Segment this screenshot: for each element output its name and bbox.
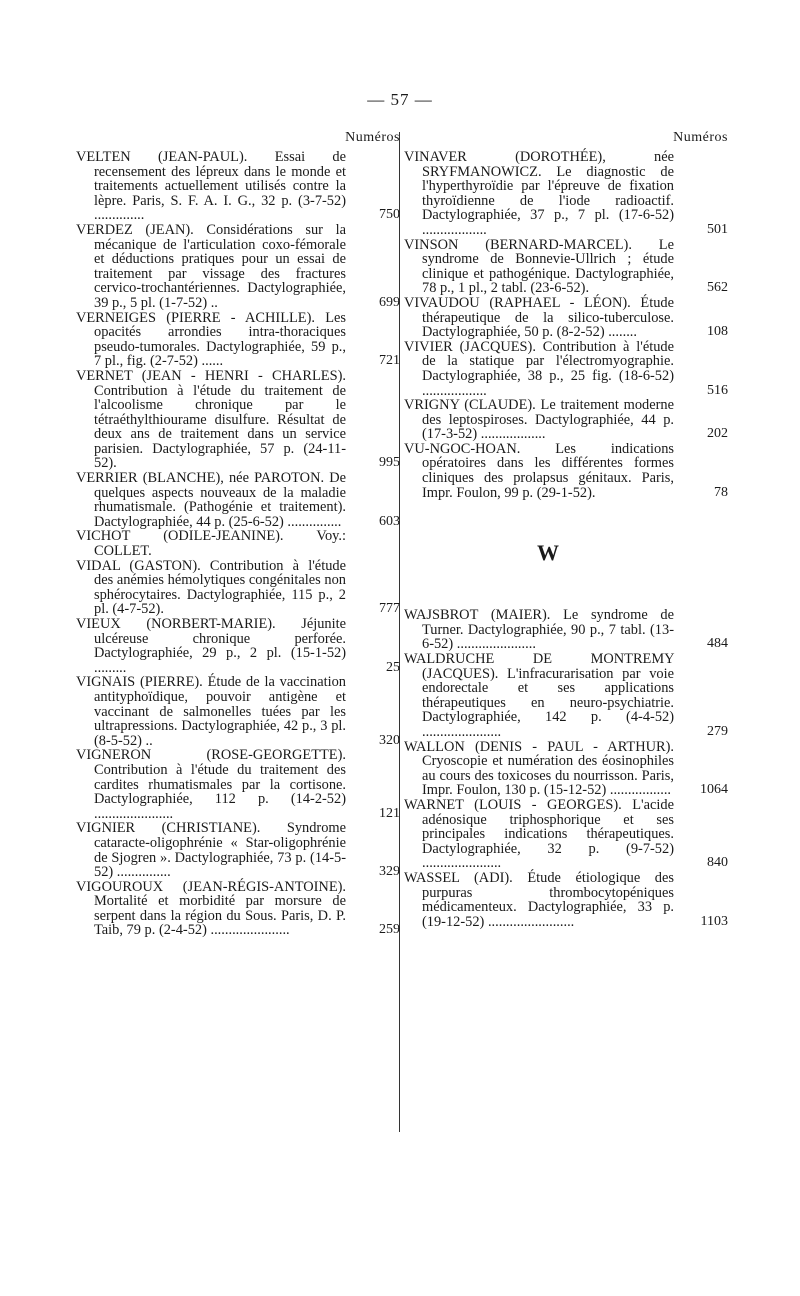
- entry-text: [404, 652, 674, 740]
- author-surname: VIGOUROUX: [76, 878, 164, 895]
- author-given-names: (PIERRE).: [140, 674, 203, 691]
- entry-title: Contribution à l'étude de la statique par l'électromyographie. Dactylographiée, 38 p., 25 fig. (18-6-52) ..................: [422, 338, 674, 399]
- entry-text: [404, 871, 674, 929]
- entry-text: [76, 311, 346, 369]
- author-surname: VERDEZ: [76, 221, 133, 238]
- column-heading: Numéros: [345, 130, 400, 145]
- left-column: [76, 130, 404, 938]
- entry-text: [404, 442, 674, 500]
- author-surname: VIGNERON: [76, 747, 152, 764]
- entry-text: [404, 608, 674, 652]
- entry-text: [76, 529, 346, 558]
- bibliography-entry: [76, 223, 404, 311]
- entry-list: [404, 608, 732, 929]
- entry-number: 121: [379, 805, 400, 821]
- entry-number: 25: [386, 659, 400, 675]
- entry-number: 603: [379, 513, 400, 529]
- author-surname: VIGNAIS: [76, 674, 136, 691]
- entry-text: [76, 617, 346, 675]
- bibliography-entry: [404, 798, 732, 871]
- author-given-names: (DOROTHÉE),: [515, 149, 606, 165]
- entry-title: Considérations sur la mécanique de l'articulation coxo-fémorale et déductions pratiques pour un essai de traitement par vissage des fractures cervico-trochantériennes. Dactylographiée, 39 p., 5 pl. (1-7-52) ..: [94, 221, 346, 311]
- entry-number: 562: [707, 280, 728, 296]
- author-surname: VIDAL: [76, 557, 121, 574]
- bibliography-entry: [404, 608, 732, 652]
- entry-text: [404, 296, 674, 340]
- bibliography-entry: [76, 617, 404, 675]
- entry-title: Contribution à l'étude des anémies hémolytiques congénitales non sphérocytaires. Dactylographiée, 115 p., 2 pl. (4-7-52).: [94, 557, 346, 618]
- entry-text: [404, 740, 674, 798]
- entry-number: 721: [379, 353, 400, 369]
- author-surname: VERNET: [76, 367, 133, 384]
- author-given-names: (BLANCHE),: [142, 470, 224, 487]
- bibliography-entry: [76, 559, 404, 617]
- author-surname: WAJSBROT: [404, 607, 479, 624]
- entry-text: [76, 880, 346, 938]
- column-heading: Numéros: [673, 130, 728, 145]
- author-given-names: (LOUIS - GEORGES).: [474, 796, 622, 813]
- author-surname: VERNEIGES: [76, 309, 156, 326]
- author-given-names: (CHRISTIANE).: [161, 820, 261, 837]
- entry-list: [404, 150, 732, 500]
- bibliography-entry: [76, 675, 404, 748]
- entry-text: [76, 223, 346, 311]
- author-surname: VIVIER: [404, 338, 453, 355]
- author-surname: VERRIER: [76, 470, 138, 487]
- entry-number: 202: [707, 426, 728, 442]
- entry-number: 750: [379, 207, 400, 223]
- author-given-names: (MAIER).: [490, 607, 551, 624]
- author-given-names: (NORBERT-MARIE).: [146, 616, 276, 632]
- page-number: — 57 —: [367, 90, 433, 109]
- bibliography-entry: [404, 740, 732, 798]
- entry-text: [76, 748, 346, 821]
- author-given-names: (JEAN - HENRI - CHARLES).: [141, 367, 346, 384]
- entry-title: née SRYFMANOWICZ. Le diagnostic de l'hyperthyroïdie par l'épreuve de fixation thyroïdienne de l'iode radioactif. Dactylographiée, 37 p., 7 pl. (17-6-52) ..................: [422, 149, 674, 238]
- section-letter: W: [537, 540, 559, 566]
- bibliography-entry: [404, 398, 732, 442]
- author-given-names: (DENIS - PAUL - ARTHUR).: [474, 738, 674, 755]
- entry-number: 501: [707, 221, 728, 237]
- entry-number: 1103: [700, 913, 728, 929]
- author-given-names: (ODILE-JEANINE).: [163, 528, 284, 545]
- bibliography-entry: [76, 748, 404, 821]
- author-given-names: (CLAUDE).: [464, 397, 536, 414]
- entry-text: [404, 340, 674, 398]
- author-given-names: (JACQUES).: [459, 338, 536, 355]
- entry-title: Le syndrome de Turner. Dactylographiée, 90 p., 7 tabl. (13-6-52) ......................: [422, 607, 674, 653]
- entry-number: 995: [379, 455, 400, 471]
- entry-title: Les opacités arrondies intra-thoraciques pseudo-tumorales. Dactylographiée, 59 p., 7 pl., fig. (2-7-52) ......: [94, 309, 346, 370]
- entry-list: [76, 150, 404, 938]
- author-surname: VELTEN: [76, 149, 131, 165]
- author-given-names: (JACQUES).: [422, 665, 499, 682]
- author-surname: VIVAUDOU: [404, 294, 480, 311]
- entry-text: [76, 369, 346, 471]
- entry-text: [404, 238, 674, 296]
- author-surname: VRIGNY: [404, 397, 460, 414]
- author-given-names: (JEAN-PAUL).: [157, 149, 248, 165]
- bibliography-entry: [76, 311, 404, 369]
- entry-number: 279: [707, 724, 728, 739]
- entry-text: [404, 398, 674, 442]
- bibliography-entry: [76, 471, 404, 529]
- author-surname: WASSEL: [404, 869, 460, 886]
- bibliography-entry: [76, 880, 404, 938]
- entry-text: [76, 675, 346, 748]
- author-surname: WALLON: [404, 738, 465, 755]
- bibliography-entry: [76, 529, 404, 558]
- bibliography-entry: [404, 296, 732, 340]
- entry-number: 329: [379, 864, 400, 880]
- entry-title: Contribution à l'étude du traitement de l'alcoolisme chronique par le tétraéthylthiourame disulfure. Résultat de deux ans de traitement dans un service parisien. Dactylographiée, 57 p. (24-11-52).: [94, 382, 346, 472]
- entry-title: Cryoscopie et numération des éosinophiles au cours des toxicoses du nourrisson. Paris, Impr. Foulon, 130 p. (15-12-52) .................: [422, 753, 674, 799]
- entry-text: [404, 150, 674, 238]
- entry-text: [76, 821, 346, 879]
- author-given-names: (PIERRE - ACHILLE).: [166, 309, 315, 326]
- entry-text: [76, 150, 346, 223]
- entry-number: 699: [379, 294, 400, 310]
- author-surname: WALDRUCHE DE MONTREMY: [404, 651, 674, 668]
- entry-title: Les indications opératoires dans les différentes formes cliniques des prolapsus génitaux. Paris, Impr. Foulon, 99 p. (29-1-52).: [422, 440, 674, 501]
- entry-number: 484: [707, 636, 728, 652]
- entry-number: 840: [707, 855, 728, 871]
- bibliography-entry: [404, 340, 732, 398]
- author-surname: VIEUX: [76, 616, 121, 632]
- entry-text: [404, 798, 674, 871]
- bibliography-entry: [404, 652, 732, 740]
- entry-text: [76, 471, 346, 529]
- bibliography-entry: [404, 238, 732, 296]
- author-surname: VU-NGOC-HOAN.: [404, 440, 521, 457]
- entry-number: 78: [714, 484, 728, 500]
- entry-number: 320: [379, 732, 400, 748]
- author-given-names: (ROSE-GEORGETTE).: [206, 747, 346, 764]
- entry-title: Contribution à l'étude du traitement des cardites rhumatismales par la cortisone. Dactylographiée, 112 p. (14-2-52) ......................: [94, 761, 346, 822]
- entry-number: 1064: [700, 782, 728, 798]
- entry-title: Étude de la vaccination antityphoïdique, pouvoir antigène et vaccinant de salmonelles tuées par les ultrapressions. Dactylographiée, 42 p., 3 pl. (8-5-52) ..: [94, 674, 346, 749]
- bibliography-entry: [404, 871, 732, 929]
- entry-title: L'acide adénosique triphosphorique et ses principales indications thérapeutiques. Dactylographiée, 32 p. (9-7-52) ......................: [422, 796, 674, 872]
- author-given-names: (BERNARD-MARCEL).: [485, 236, 632, 253]
- entry-title: Voy.: COLLET.: [94, 528, 346, 560]
- entry-number: 777: [379, 601, 400, 617]
- entry-title: L'infracurarisation par voie endorectale et ses applications thérapeutiques en neuro-psychiatrie. Dactylographiée, 142 p. (4-4-52) ......................: [422, 665, 674, 740]
- entry-title: Syndrome cataracte-oligophrénie « Star-oligophrénie de Sjogren ». Dactylographiée, 73 p. (14-5-52) ...............: [94, 820, 346, 881]
- entry-text: [76, 559, 346, 617]
- author-surname: WARNET: [404, 796, 464, 813]
- entry-title: Le syndrome de Bonnevie-Ullrich ; étude clinique et pathogénique. Dactylographiée, 78 p., 1 pl., 2 tabl. (23-6-52).: [422, 236, 674, 297]
- entry-title: née PAROTON. De quelques aspects nouveaux de la maladie rhumatismale. (Pathogénie et traitement). Dactylographiée, 44 p. (25-6-52) ...............: [94, 470, 346, 530]
- author-given-names: (ADI).: [474, 869, 513, 886]
- author-given-names: (JEAN-RÉGIS-ANTOINE).: [182, 878, 346, 895]
- entry-title: Mortalité et morbidité par morsure de serpent dans la région du Sous. Paris, D. P. Taib, 79 p. (2-4-52) ......................: [94, 893, 346, 939]
- author-given-names: (JEAN).: [145, 221, 194, 238]
- entry-number: 108: [707, 324, 728, 340]
- author-surname: VIGNIER: [76, 820, 136, 837]
- author-surname: VICHOT: [76, 528, 131, 545]
- bibliography-entry: [76, 150, 404, 223]
- entry-number: 516: [707, 382, 728, 398]
- bibliography-entry: [76, 821, 404, 879]
- entry-title: Le traitement moderne des leptospiroses. Dactylographiée, 44 p. (17-3-52) ..................: [422, 397, 674, 443]
- bibliography-entry: [404, 442, 732, 500]
- bibliography-entry: [76, 369, 404, 471]
- right-column: [404, 130, 732, 929]
- author-given-names: (GASTON).: [129, 557, 201, 574]
- author-surname: VINSON: [404, 236, 459, 253]
- entry-title: Étude thérapeutique de la silico-tuberculose. Dactylographiée, 50 p. (8-2-52) ........: [422, 294, 674, 341]
- entry-title: Essai de recensement des lépreux dans le monde et traitements actuellement utilisés contre la lèpre. Paris, S. F. A. I. G., 32 p. (3-7-52) ..............: [94, 149, 346, 224]
- author-surname: VINAVER: [404, 149, 467, 165]
- entry-title: Jéjunite ulcéreuse chronique perforée. Dactylographiée, 29 p., 2 pl. (15-1-52) .........: [94, 616, 346, 676]
- bibliography-entry: [404, 150, 732, 238]
- entry-title: Étude étiologique des purpuras thrombocytopéniques médicamenteux. Dactylographiée, 33 p. (19-12-52) ........................: [422, 869, 674, 930]
- author-given-names: (RAPHAEL - LÉON).: [489, 294, 631, 311]
- entry-number: 259: [379, 922, 400, 938]
